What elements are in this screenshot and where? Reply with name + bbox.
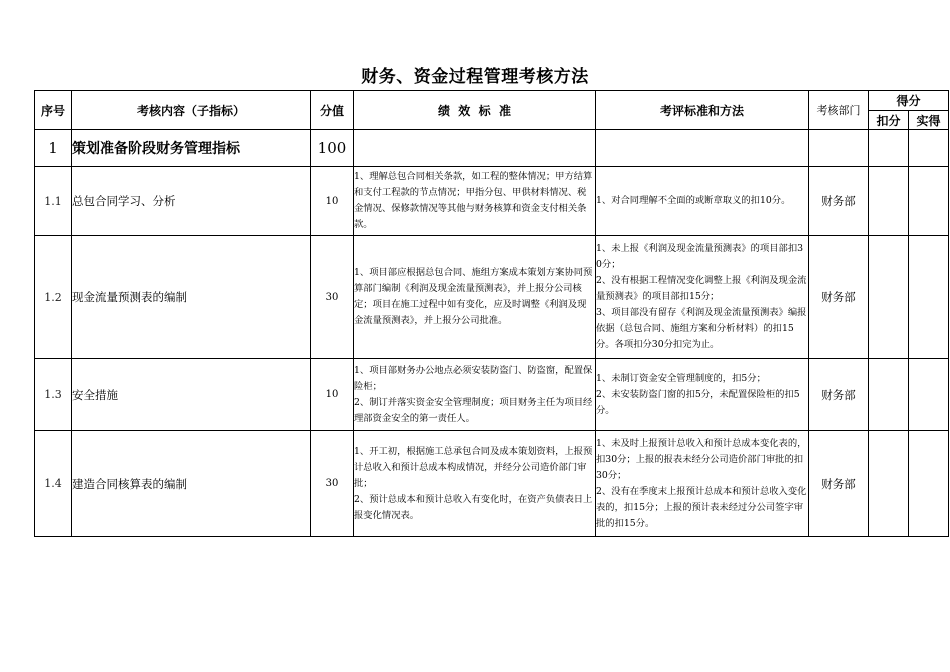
section-score: 100 [311, 130, 354, 167]
header-row-1 [35, 91, 949, 111]
row-deduct-cell [869, 431, 909, 537]
table-row [35, 359, 949, 431]
document-title: 财务、资金过程管理考核方法 [361, 67, 589, 87]
row-name: 安全措施 [72, 359, 311, 431]
assessment-table [34, 90, 949, 537]
row-standard: 1、项目部应根据总包合同、施组方案成本策划方案协同预算部门编制《利润及现金流量预测表》，并上报分公司核定；项目在施工过程中如有变化，应及时调整《利润及现金流量预测表》，并上报分公司批准。 [354, 236, 596, 359]
row-deduct-cell [869, 167, 909, 236]
row-score: 30 [311, 236, 354, 359]
row-actual-cell [909, 359, 949, 431]
row-actual-cell [909, 167, 949, 236]
header-method: 考评标准和方法 [596, 91, 809, 130]
row-method: 1、未上报《利润及现金流量预测表》的项目部扣30分； 2、没有根据工程情况变化调整上报《利润及现金流量预测表》的项目部扣15分； 3、项目部没有留存《利润及现金流量预测表》编报依据（总包合同、施组方案和分析材料）的扣15分。各项扣分30分扣完为止。 [596, 236, 809, 359]
section-dept-cell [809, 130, 869, 167]
row-no: 1.3 [35, 359, 72, 431]
table-row [35, 167, 949, 236]
row-standard: 1、理解总包合同相关条款，如工程的整体情况；甲方结算和支付工程款的节点情况；甲指分包、甲供材料情况、税金情况、保修款情况等其他与财务核算和资金支付相关条款。 [354, 167, 596, 236]
header-standard: 绩 效 标 准 [354, 91, 596, 130]
row-score: 10 [311, 359, 354, 431]
row-name: 现金流量预测表的编制 [72, 236, 311, 359]
table-row [35, 236, 949, 359]
row-standard: 1、项目部财务办公地点必须安装防盗门、防盗窗，配置保险柜； 2、制订并落实资金安全管理制度；项目财务主任为项目经理部资金安全的第一责任人。 [354, 359, 596, 431]
row-score: 30 [311, 431, 354, 537]
section-actual-cell [909, 130, 949, 167]
section-standard-cell [354, 130, 596, 167]
header-dept: 考核部门 [809, 91, 869, 130]
row-actual-cell [909, 431, 949, 537]
row-score: 10 [311, 167, 354, 236]
section-row [35, 130, 949, 167]
row-method: 1、未及时上报预计总收入和预计总成本变化表的，扣30分；上报的报表未经分公司造价部门审批的扣30分； 2、没有在季度末上报预计总成本和预计总收入变化表的，扣15分；上报的预计表未经过分公司签字审批的扣15分。 [596, 431, 809, 537]
row-dept: 财务部 [809, 431, 869, 537]
row-name: 总包合同学习、分析 [72, 167, 311, 236]
row-deduct-cell [869, 236, 909, 359]
header-score: 分值 [311, 91, 354, 130]
row-no: 1.1 [35, 167, 72, 236]
row-no: 1.2 [35, 236, 72, 359]
row-no: 1.4 [35, 431, 72, 537]
row-name: 建造合同核算表的编制 [72, 431, 311, 537]
section-deduct-cell [869, 130, 909, 167]
header-content: 考核内容（子指标） [72, 91, 311, 130]
row-method: 1、对合同理解不全面的或断章取义的扣10分。 [596, 167, 809, 236]
row-dept: 财务部 [809, 167, 869, 236]
section-method-cell [596, 130, 809, 167]
row-dept: 财务部 [809, 236, 869, 359]
header-actual: 实得 [909, 111, 949, 130]
section-title: 策划准备阶段财务管理指标 [72, 130, 311, 167]
header-got: 得分 [869, 91, 949, 111]
header-deduct: 扣分 [869, 111, 909, 130]
row-dept: 财务部 [809, 359, 869, 431]
section-no: 1 [35, 130, 72, 167]
header-no: 序号 [35, 91, 72, 130]
row-method: 1、未制订资金安全管理制度的，扣5分； 2、未安装防盗门窗的扣5分，未配置保险柜的扣5分。 [596, 359, 809, 431]
table-row [35, 431, 949, 537]
row-standard: 1、开工初，根据施工总承包合同及成本策划资料，上报预计总收入和预计总成本构成情况，并经分公司造价部门审批； 2、预计总成本和预计总收入有变化时，在资产负债表日上报变化情况表。 [354, 431, 596, 537]
row-deduct-cell [869, 359, 909, 431]
row-actual-cell [909, 236, 949, 359]
